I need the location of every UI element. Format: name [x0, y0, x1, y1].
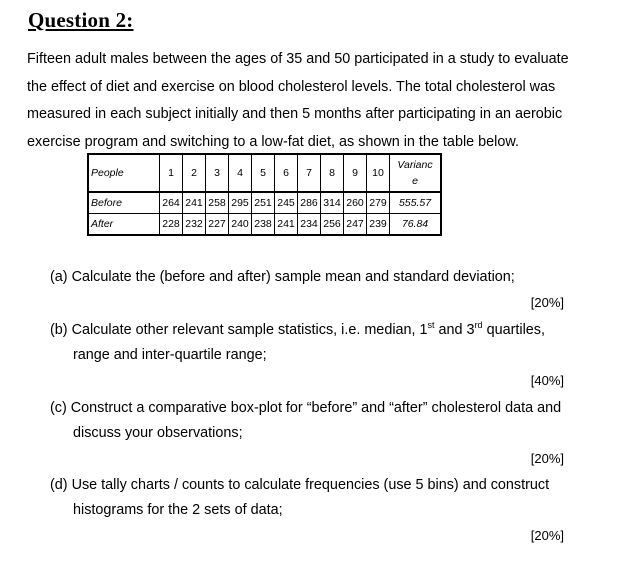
table-cell: 238: [252, 214, 275, 236]
cholesterol-table: [87, 153, 442, 236]
subject-header: 8: [321, 154, 344, 192]
variance-cell: 76.84: [390, 214, 442, 236]
table-cell: 256: [321, 214, 344, 236]
question-title: Question 2:: [28, 8, 134, 32]
table-cell: 260: [344, 192, 367, 214]
variance-header-line2: e: [412, 175, 418, 187]
table-cell: 247: [344, 214, 367, 236]
table-cell: 279: [367, 192, 390, 214]
question-c-marks: [20%]: [530, 451, 564, 466]
header-label: People: [88, 154, 160, 192]
table-cell: 286: [298, 192, 321, 214]
table-cell: 258: [206, 192, 229, 214]
intro-line: measured in each subject initially and then 5 months after participating in an aerobic: [27, 106, 563, 123]
table-cell: 251: [252, 192, 275, 214]
variance-header-line1: Varianc: [397, 159, 433, 171]
intro-line: Fifteen adult males between the ages of 35 and 50 participated in a study to evaluate: [27, 51, 569, 67]
table-cell: 232: [183, 214, 206, 236]
table-header-row: [88, 154, 441, 192]
subject-header: 1: [160, 154, 183, 192]
intro-line: exercise program and switching to a low-fat diet, as shown in the table below.: [27, 133, 519, 150]
question-c-line1: (c) Construct a comparative box-plot for “before” and “after” cholesterol data and: [50, 400, 562, 416]
question-c-line2: discuss your observations;: [73, 425, 243, 441]
question-d-line2: histograms for the 2 sets of data;: [73, 502, 283, 518]
subject-header: 6: [275, 154, 298, 192]
question-c: [50, 396, 600, 446]
row-label: Before: [88, 192, 160, 214]
subject-header: 7: [298, 154, 321, 192]
table-cell: 234: [298, 214, 321, 236]
table-cell: 228: [160, 214, 183, 236]
table-cell: 240: [229, 214, 252, 236]
subject-header: 5: [252, 154, 275, 192]
subject-header: 10: [367, 154, 390, 192]
intro-line: the effect of diet and exercise on blood cholesterol levels. The total cholesterol was: [27, 78, 556, 95]
question-a-marks: [20%]: [530, 295, 564, 310]
table-row-after: [88, 214, 441, 236]
table-cell: 245: [275, 192, 298, 214]
subject-header: 3: [206, 154, 229, 192]
table-cell: 264: [160, 192, 183, 214]
question-b-line1: (b) Calculate other relevant sample statistics, i.e. median, 1st and 3rd quartiles,: [50, 320, 545, 338]
subject-header: 2: [183, 154, 206, 192]
subject-header: 9: [344, 154, 367, 192]
intro-paragraph: [27, 46, 597, 156]
table-cell: 314: [321, 192, 344, 214]
variance-cell: 555.57: [390, 192, 442, 214]
row-label: After: [88, 214, 160, 236]
subject-header: 4: [229, 154, 252, 192]
table-row-before: [88, 192, 441, 214]
table-cell: 239: [367, 214, 390, 236]
table-cell: 227: [206, 214, 229, 236]
question-b-line2: range and inter-quartile range;: [73, 347, 267, 363]
question-b-marks: [40%]: [530, 373, 564, 388]
question-d-marks: [20%]: [530, 528, 564, 543]
question-b: [50, 318, 600, 368]
table-cell: 241: [275, 214, 298, 236]
table-cell: 241: [183, 192, 206, 214]
variance-header: [390, 154, 442, 192]
table-cell: 295: [229, 192, 252, 214]
question-a: [50, 265, 600, 290]
question-d: [50, 473, 600, 523]
question-a-text: (a) Calculate the (before and after) sample mean and standard deviation;: [50, 269, 515, 285]
question-d-line1: (d) Use tally charts / counts to calculate frequencies (use 5 bins) and construct: [50, 477, 550, 493]
